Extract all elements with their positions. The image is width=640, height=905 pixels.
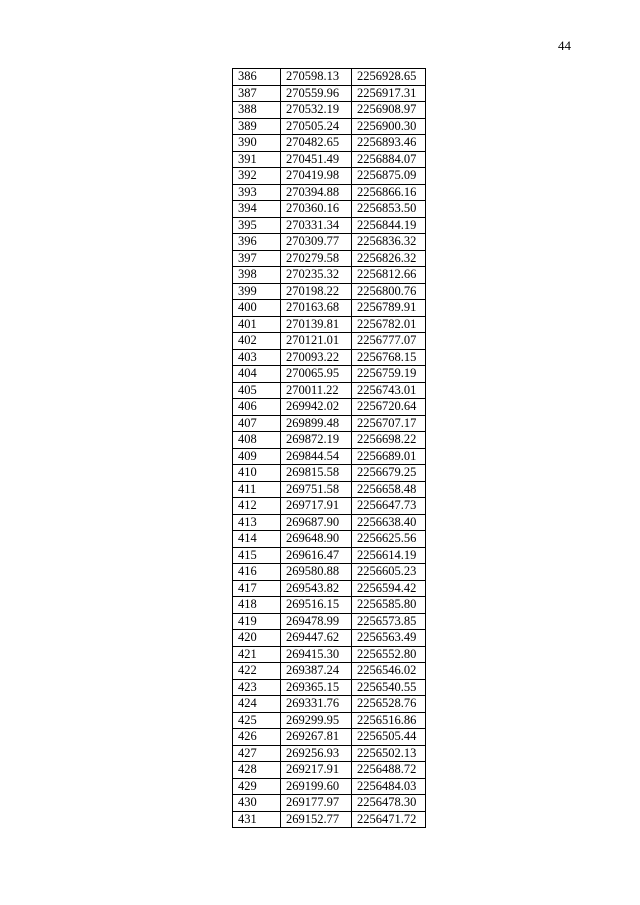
table-row <box>233 118 426 135</box>
x-coordinate-cell: 269256.93 <box>281 745 352 762</box>
x-coordinate-cell: 270235.32 <box>281 267 352 284</box>
table-row <box>233 613 426 630</box>
y-coordinate-cell: 2256777.07 <box>352 333 426 350</box>
x-coordinate-cell: 269267.81 <box>281 729 352 746</box>
table-row <box>233 465 426 482</box>
point-number-cell: 425 <box>233 712 281 729</box>
point-number-cell: 394 <box>233 201 281 218</box>
y-coordinate-cell: 2256844.19 <box>352 217 426 234</box>
point-number-cell: 424 <box>233 696 281 713</box>
point-number-cell: 430 <box>233 795 281 812</box>
table-row <box>233 547 426 564</box>
y-coordinate-cell: 2256812.66 <box>352 267 426 284</box>
point-number-cell: 421 <box>233 646 281 663</box>
x-coordinate-cell: 270482.65 <box>281 135 352 152</box>
point-number-cell: 427 <box>233 745 281 762</box>
table-row <box>233 399 426 416</box>
x-coordinate-cell: 269942.02 <box>281 399 352 416</box>
point-number-cell: 390 <box>233 135 281 152</box>
y-coordinate-cell: 2256625.56 <box>352 531 426 548</box>
y-coordinate-cell: 2256789.91 <box>352 300 426 317</box>
x-coordinate-cell: 270532.19 <box>281 102 352 119</box>
table-row <box>233 85 426 102</box>
y-coordinate-cell: 2256826.32 <box>352 250 426 267</box>
table-row <box>233 217 426 234</box>
table-row <box>233 778 426 795</box>
y-coordinate-cell: 2256900.30 <box>352 118 426 135</box>
table-row <box>233 267 426 284</box>
x-coordinate-cell: 269331.76 <box>281 696 352 713</box>
x-coordinate-cell: 269580.88 <box>281 564 352 581</box>
point-number-cell: 418 <box>233 597 281 614</box>
table-row <box>233 531 426 548</box>
x-coordinate-cell: 269815.58 <box>281 465 352 482</box>
point-number-cell: 392 <box>233 168 281 185</box>
point-number-cell: 417 <box>233 580 281 597</box>
point-number-cell: 411 <box>233 481 281 498</box>
table-row <box>233 316 426 333</box>
point-number-cell: 413 <box>233 514 281 531</box>
y-coordinate-cell: 2256893.46 <box>352 135 426 152</box>
table-row <box>233 762 426 779</box>
x-coordinate-cell: 270139.81 <box>281 316 352 333</box>
x-coordinate-cell: 270394.88 <box>281 184 352 201</box>
point-number-cell: 391 <box>233 151 281 168</box>
x-coordinate-cell: 269516.15 <box>281 597 352 614</box>
x-coordinate-cell: 270198.22 <box>281 283 352 300</box>
point-number-cell: 405 <box>233 382 281 399</box>
table-row <box>233 201 426 218</box>
x-coordinate-cell: 269478.99 <box>281 613 352 630</box>
point-number-cell: 412 <box>233 498 281 515</box>
point-number-cell: 431 <box>233 811 281 828</box>
table-row <box>233 580 426 597</box>
table-row <box>233 745 426 762</box>
table-row <box>233 69 426 86</box>
y-coordinate-cell: 2256594.42 <box>352 580 426 597</box>
y-coordinate-cell: 2256638.40 <box>352 514 426 531</box>
table-row <box>233 283 426 300</box>
x-coordinate-cell: 270163.68 <box>281 300 352 317</box>
x-coordinate-cell: 270309.77 <box>281 234 352 251</box>
table-row <box>233 333 426 350</box>
point-number-cell: 415 <box>233 547 281 564</box>
y-coordinate-cell: 2256573.85 <box>352 613 426 630</box>
page-number: 44 <box>558 38 571 53</box>
table-row <box>233 432 426 449</box>
table-row <box>233 300 426 317</box>
y-coordinate-cell: 2256502.13 <box>352 745 426 762</box>
x-coordinate-cell: 269447.62 <box>281 630 352 647</box>
point-number-cell: 407 <box>233 415 281 432</box>
x-coordinate-cell: 269299.95 <box>281 712 352 729</box>
y-coordinate-cell: 2256540.55 <box>352 679 426 696</box>
table-row <box>233 102 426 119</box>
point-number-cell: 408 <box>233 432 281 449</box>
x-coordinate-cell: 269616.47 <box>281 547 352 564</box>
point-number-cell: 395 <box>233 217 281 234</box>
y-coordinate-cell: 2256478.30 <box>352 795 426 812</box>
point-number-cell: 389 <box>233 118 281 135</box>
y-coordinate-cell: 2256605.23 <box>352 564 426 581</box>
y-coordinate-cell: 2256585.80 <box>352 597 426 614</box>
point-number-cell: 386 <box>233 69 281 86</box>
point-number-cell: 410 <box>233 465 281 482</box>
table-row <box>233 151 426 168</box>
point-number-cell: 423 <box>233 679 281 696</box>
coordinate-table-body <box>233 69 426 828</box>
table-row <box>233 514 426 531</box>
y-coordinate-cell: 2256471.72 <box>352 811 426 828</box>
point-number-cell: 396 <box>233 234 281 251</box>
y-coordinate-cell: 2256614.19 <box>352 547 426 564</box>
y-coordinate-cell: 2256679.25 <box>352 465 426 482</box>
point-number-cell: 399 <box>233 283 281 300</box>
table-row <box>233 168 426 185</box>
y-coordinate-cell: 2256689.01 <box>352 448 426 465</box>
x-coordinate-cell: 270121.01 <box>281 333 352 350</box>
point-number-cell: 426 <box>233 729 281 746</box>
point-number-cell: 393 <box>233 184 281 201</box>
x-coordinate-cell: 270360.16 <box>281 201 352 218</box>
y-coordinate-cell: 2256528.76 <box>352 696 426 713</box>
point-number-cell: 404 <box>233 366 281 383</box>
x-coordinate-cell: 269415.30 <box>281 646 352 663</box>
table-row <box>233 481 426 498</box>
table-row <box>233 250 426 267</box>
point-number-cell: 398 <box>233 267 281 284</box>
y-coordinate-cell: 2256505.44 <box>352 729 426 746</box>
table-row <box>233 448 426 465</box>
table-row <box>233 663 426 680</box>
table-row <box>233 712 426 729</box>
x-coordinate-cell: 269844.54 <box>281 448 352 465</box>
y-coordinate-cell: 2256768.15 <box>352 349 426 366</box>
table-row <box>233 597 426 614</box>
point-number-cell: 429 <box>233 778 281 795</box>
x-coordinate-cell: 269717.91 <box>281 498 352 515</box>
y-coordinate-cell: 2256563.49 <box>352 630 426 647</box>
point-number-cell: 388 <box>233 102 281 119</box>
table-row <box>233 696 426 713</box>
table-row <box>233 729 426 746</box>
y-coordinate-cell: 2256759.19 <box>352 366 426 383</box>
y-coordinate-cell: 2256658.48 <box>352 481 426 498</box>
x-coordinate-cell: 270598.13 <box>281 69 352 86</box>
x-coordinate-cell: 269872.19 <box>281 432 352 449</box>
y-coordinate-cell: 2256928.65 <box>352 69 426 86</box>
point-number-cell: 402 <box>233 333 281 350</box>
y-coordinate-cell: 2256866.16 <box>352 184 426 201</box>
x-coordinate-cell: 270559.96 <box>281 85 352 102</box>
point-number-cell: 416 <box>233 564 281 581</box>
point-number-cell: 387 <box>233 85 281 102</box>
x-coordinate-cell: 269751.58 <box>281 481 352 498</box>
table-row <box>233 184 426 201</box>
table-row <box>233 366 426 383</box>
y-coordinate-cell: 2256488.72 <box>352 762 426 779</box>
table-row <box>233 382 426 399</box>
y-coordinate-cell: 2256875.09 <box>352 168 426 185</box>
x-coordinate-cell: 269177.97 <box>281 795 352 812</box>
x-coordinate-cell: 269217.91 <box>281 762 352 779</box>
y-coordinate-cell: 2256836.32 <box>352 234 426 251</box>
table-row <box>233 415 426 432</box>
x-coordinate-cell: 269543.82 <box>281 580 352 597</box>
point-number-cell: 406 <box>233 399 281 416</box>
table-row <box>233 795 426 812</box>
point-number-cell: 419 <box>233 613 281 630</box>
y-coordinate-cell: 2256743.01 <box>352 382 426 399</box>
table-row <box>233 498 426 515</box>
x-coordinate-cell: 269899.48 <box>281 415 352 432</box>
point-number-cell: 403 <box>233 349 281 366</box>
x-coordinate-cell: 269648.90 <box>281 531 352 548</box>
table-row <box>233 135 426 152</box>
y-coordinate-cell: 2256484.03 <box>352 778 426 795</box>
point-number-cell: 414 <box>233 531 281 548</box>
y-coordinate-cell: 2256720.64 <box>352 399 426 416</box>
x-coordinate-cell: 269152.77 <box>281 811 352 828</box>
x-coordinate-cell: 270093.22 <box>281 349 352 366</box>
table-row <box>233 630 426 647</box>
table-row <box>233 811 426 828</box>
table-row <box>233 234 426 251</box>
table-row <box>233 679 426 696</box>
x-coordinate-cell: 269199.60 <box>281 778 352 795</box>
table-row <box>233 564 426 581</box>
y-coordinate-cell: 2256546.02 <box>352 663 426 680</box>
point-number-cell: 401 <box>233 316 281 333</box>
point-number-cell: 420 <box>233 630 281 647</box>
y-coordinate-cell: 2256516.86 <box>352 712 426 729</box>
x-coordinate-cell: 270065.95 <box>281 366 352 383</box>
x-coordinate-cell: 270011.22 <box>281 382 352 399</box>
table-row <box>233 646 426 663</box>
x-coordinate-cell: 270505.24 <box>281 118 352 135</box>
point-number-cell: 409 <box>233 448 281 465</box>
x-coordinate-cell: 270419.98 <box>281 168 352 185</box>
y-coordinate-cell: 2256647.73 <box>352 498 426 515</box>
point-number-cell: 422 <box>233 663 281 680</box>
y-coordinate-cell: 2256908.97 <box>352 102 426 119</box>
point-number-cell: 397 <box>233 250 281 267</box>
y-coordinate-cell: 2256853.50 <box>352 201 426 218</box>
table-row <box>233 349 426 366</box>
x-coordinate-cell: 269387.24 <box>281 663 352 680</box>
x-coordinate-cell: 270451.49 <box>281 151 352 168</box>
y-coordinate-cell: 2256917.31 <box>352 85 426 102</box>
coordinate-table <box>232 68 426 828</box>
x-coordinate-cell: 270279.58 <box>281 250 352 267</box>
y-coordinate-cell: 2256884.07 <box>352 151 426 168</box>
x-coordinate-cell: 269687.90 <box>281 514 352 531</box>
y-coordinate-cell: 2256698.22 <box>352 432 426 449</box>
x-coordinate-cell: 270331.34 <box>281 217 352 234</box>
y-coordinate-cell: 2256782.01 <box>352 316 426 333</box>
y-coordinate-cell: 2256707.17 <box>352 415 426 432</box>
y-coordinate-cell: 2256552.80 <box>352 646 426 663</box>
y-coordinate-cell: 2256800.76 <box>352 283 426 300</box>
x-coordinate-cell: 269365.15 <box>281 679 352 696</box>
point-number-cell: 428 <box>233 762 281 779</box>
point-number-cell: 400 <box>233 300 281 317</box>
